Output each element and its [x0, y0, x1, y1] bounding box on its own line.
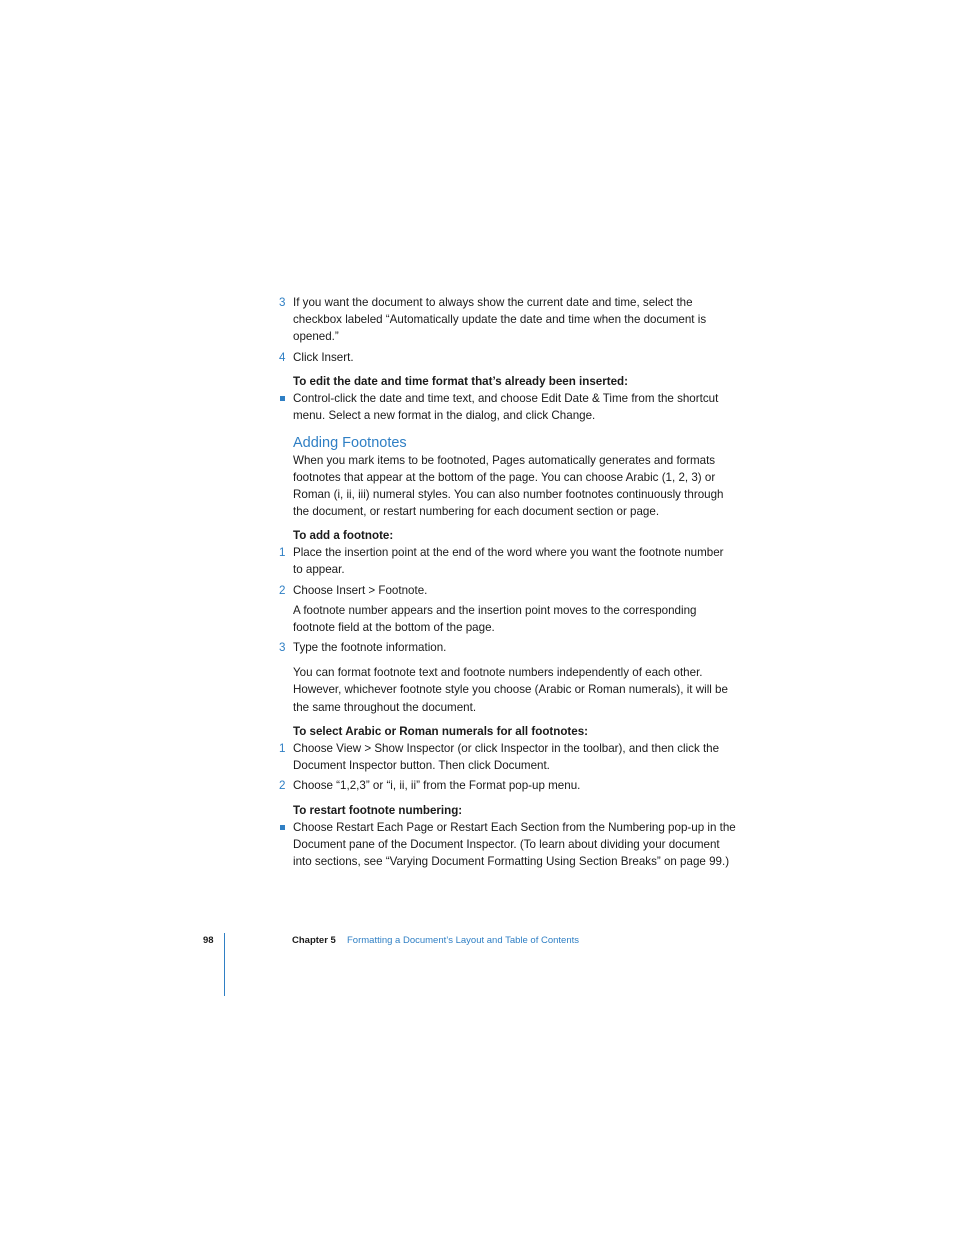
- step-number: 1: [279, 546, 286, 559]
- task-heading: To select Arabic or Roman numerals for all footnotes:: [293, 725, 589, 738]
- bullet-icon: [280, 825, 285, 830]
- step-text-line: Choose “1,2,3” or “i, ii, ii” from the Format pop-up menu.: [293, 779, 581, 792]
- step-text-line: Click Insert.: [293, 351, 354, 364]
- bullet-text-line: menu. Select a new format in the dialog, and click Change.: [293, 409, 596, 422]
- paragraph-line: the same throughout the document.: [293, 701, 477, 714]
- paragraph-line: However, whichever footnote style you choose (Arabic or Roman numerals), it will be: [293, 683, 728, 696]
- step-number: 2: [279, 779, 286, 792]
- bullet-text-line: Document pane of the Document Inspector. (To learn about dividing your document: [293, 838, 720, 851]
- step-text-line: If you want the document to always show the current date and time, select the: [293, 296, 693, 309]
- step-number: 1: [279, 742, 286, 755]
- step-text-line: Place the insertion point at the end of the word where you want the footnote number: [293, 546, 724, 559]
- step-text-line: Choose Insert > Footnote.: [293, 584, 428, 597]
- step-text-line: Type the footnote information.: [293, 641, 447, 654]
- paragraph-line: footnotes that appear at the bottom of the page. You can choose Arabic (1, 2, 3) or: [293, 471, 716, 484]
- footer-rule: [224, 933, 225, 996]
- step-number: 4: [279, 351, 286, 364]
- step-text-line: Choose View > Show Inspector (or click Inspector in the toolbar), and then click the: [293, 742, 720, 755]
- paragraph-line: You can format footnote text and footnote numbers independently of each other.: [293, 666, 703, 679]
- step-text-line: Document Inspector button. Then click Document.: [293, 759, 550, 772]
- task-heading: To add a footnote:: [293, 529, 394, 542]
- chapter-title: Formatting a Document’s Layout and Table of Contents: [347, 935, 580, 946]
- bullet-text-line: into sections, see “Varying Document Formatting Using Section Breaks” on page 99.): [293, 855, 730, 868]
- chapter-label: Chapter 5: [292, 935, 336, 946]
- bullet-icon: [280, 396, 285, 401]
- paragraph-line: Roman (i, ii, iii) numeral styles. You can also number footnotes continuously through: [293, 488, 724, 501]
- step-text-line: checkbox labeled “Automatically update the date and time when the document is: [293, 313, 707, 326]
- bullet-text-line: Control-click the date and time text, and choose Edit Date & Time from the shortcut: [293, 392, 719, 405]
- step-number: 3: [279, 296, 286, 309]
- step-number: 2: [279, 584, 286, 597]
- task-heading: To restart footnote numbering:: [293, 804, 463, 817]
- paragraph-line: When you mark items to be footnoted, Pages automatically generates and formats: [293, 454, 716, 467]
- step-text-line: opened.”: [293, 330, 339, 343]
- step-note-line: A footnote number appears and the insertion point moves to the corresponding: [293, 604, 697, 617]
- page-number: 98: [203, 935, 214, 946]
- bullet-text-line: Choose Restart Each Page or Restart Each Section from the Numbering pop-up in the: [293, 821, 736, 834]
- task-heading: To edit the date and time format that’s already been inserted:: [293, 375, 628, 388]
- paragraph-line: the document, or restart numbering for each document section or page.: [293, 505, 660, 518]
- section-heading: Adding Footnotes: [293, 435, 407, 451]
- step-text-line: to appear.: [293, 563, 345, 576]
- step-number: 3: [279, 641, 286, 654]
- step-note-line: footnote field at the bottom of the page.: [293, 621, 495, 634]
